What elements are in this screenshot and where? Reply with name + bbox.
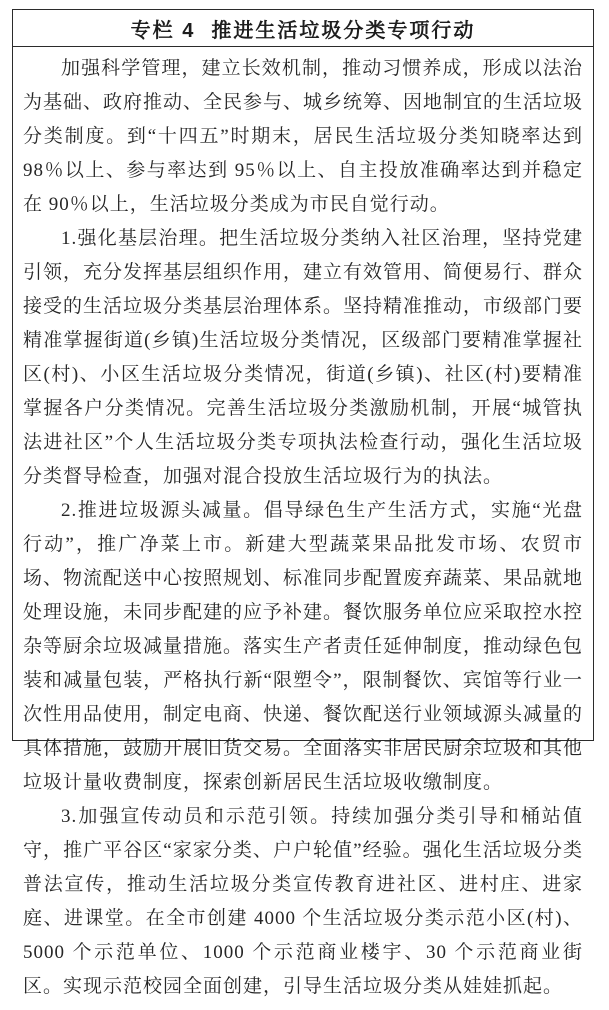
paragraph-item-3: 3.加强宣传动员和示范引领。持续加强分类引导和桶站值守，推广平谷区“家家分类、户户轮值”经验。强化生活垃圾分类普法宣传，推动生活垃圾分类宣传教育进社区、进村庄、进家庭、进课堂。在全市创建 4000 个生活垃圾分类示范小区(村)、5000 个示范单位、1000 个示范商业楼宇、30 个示范商业街区。实现示范校园全面创建，引导生活垃圾分类从娃娃抓起。 — [23, 806, 583, 997]
box-body — [13, 47, 593, 1010]
paragraph-intro: 加强科学管理，建立长效机制，推动习惯养成，形成以法治为基础、政府推动、全民参与、城乡统筹、因地制宜的生活垃圾分类制度。到“十四五”时期末，居民生活垃圾分类知晓率达到 98％以上、参与率达到 95％以上、自主投放准确率达到并稳定在 90％以上，生活垃圾分类成为市民自觉行动。 — [23, 58, 584, 215]
paragraph-item-2: 2.推进垃圾源头减量。倡导绿色生产生活方式，实施“光盘行动”，推广净菜上市。新建大型蔬菜果品批发市场、农贸市场、物流配送中心按照规划、标准同步配置废弃蔬菜、果品就地处理设施，未同步配建的应予补建。餐饮服务单位应采取控水控杂等厨余垃圾减量措施。落实生产者责任延伸制度，推动绿色包装和减量包装，严格执行新“限塑令”，限制餐饮、宾馆等行业一次性用品使用，制定电商、快递、餐饮配送行业领域源头减量的具体措施，鼓励开展旧货交易。全面落实非居民厨余垃圾和其他垃圾计量收费制度，探索创新居民生活垃圾收缴制度。 — [23, 500, 584, 793]
box-title-bar — [13, 10, 593, 47]
box-title-label: 专栏 4 — [130, 19, 196, 42]
paragraph-item-1: 1.强化基层治理。把生活垃圾分类纳入社区治理，坚持党建引领，充分发挥基层组织作用，建立有效管用、简便易行、群众接受的生活垃圾分类基层治理体系。坚持精准推动，市级部门要精准掌握街道(乡镇)生活垃圾分类情况，区级部门要精准掌握社区(村)、小区生活垃圾分类情况，街道(乡镇)、社区(村)要精准掌握各户分类情况。完善生活垃圾分类激励机制，开展“城管执法进社区”个人生活垃圾分类专项执法检查行动，强化生活垃圾分类督导检查，加强对混合投放生活垃圾行为的执法。 — [23, 228, 584, 487]
callout-box — [12, 9, 594, 997]
box-title-text: 推进生活垃圾分类专项行动 — [211, 19, 476, 42]
